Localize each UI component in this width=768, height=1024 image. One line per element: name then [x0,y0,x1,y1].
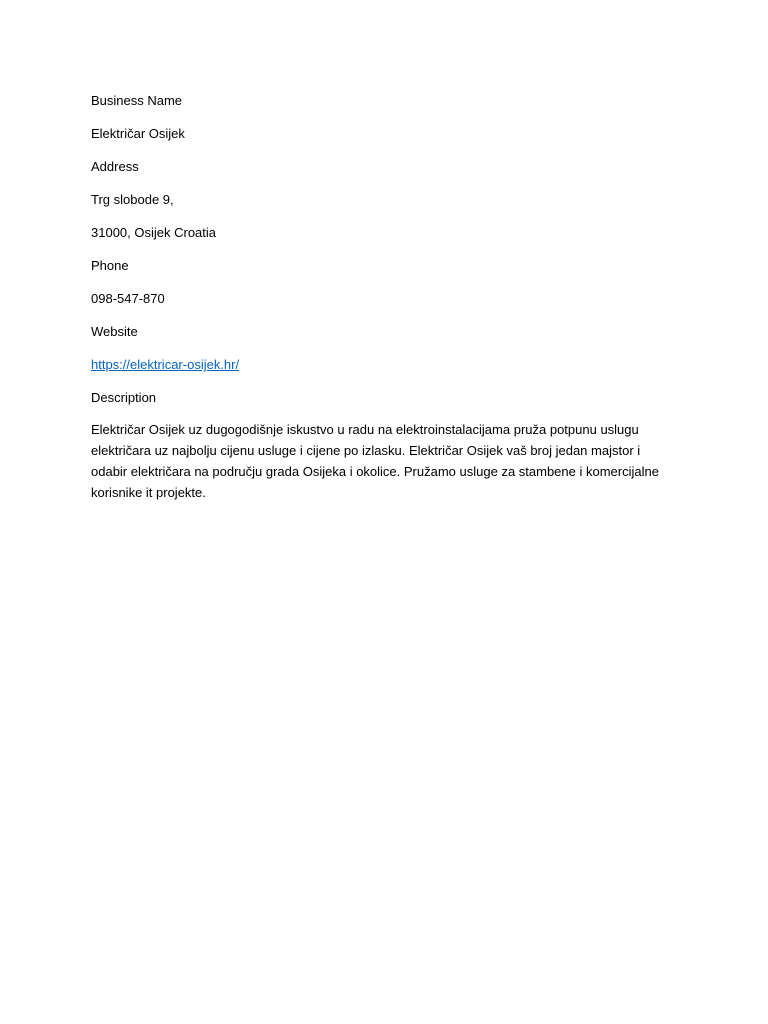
phone-label: Phone [91,258,129,273]
address-line-2: 31000, Osijek Croatia [91,225,217,240]
business-name-value: Električar Osijek [91,126,185,141]
address-label: Address [91,159,139,174]
business-name-label: Business Name [91,93,183,108]
phone-value: 098-547-870 [91,291,165,306]
website-link[interactable]: https://elektricar-osijek.hr/ [91,357,240,372]
address-line-1: Trg slobode 9, [91,192,174,207]
website-label: Website [91,324,138,339]
description-label: Description [91,390,157,405]
document-content [91,93,676,503]
description-text: Električar Osijek uz dugogodišnje iskustvo u radu na elektroinstalacijama pruža potpunu uslugu električara uz najbolju cijenu usluge i cijene po izlasku. Električar Osijek vaš broj jedan majstor i odabir električara na području grada Osijeka i okolice. Pružamo usluge za stambene i komercijalne korisnike it projekte. [91,422,659,500]
website-line [91,357,676,373]
